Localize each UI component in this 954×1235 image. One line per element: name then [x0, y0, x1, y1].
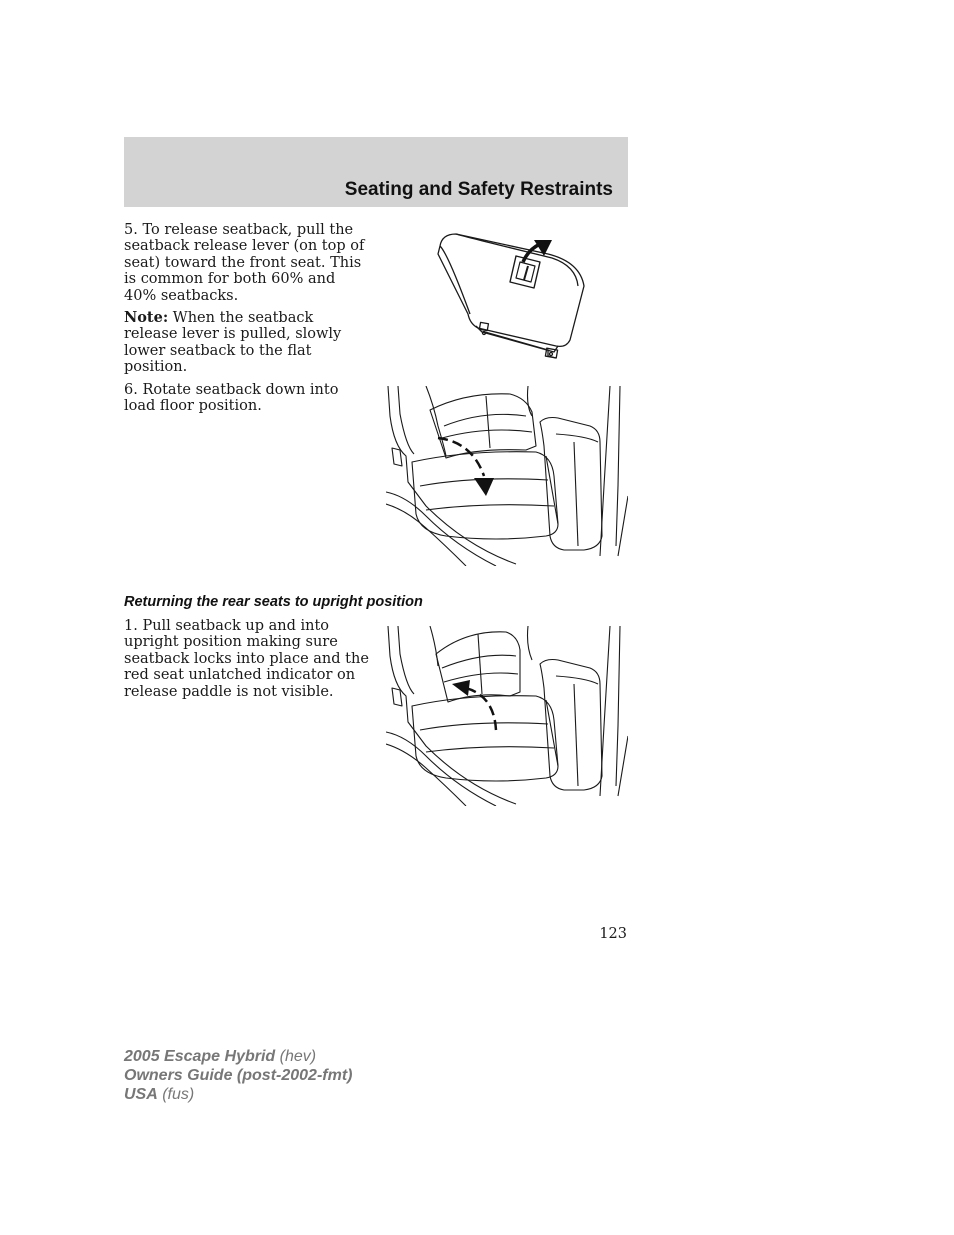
seat-fold-down-icon [386, 386, 628, 566]
returning-step-1-text: 1. Pull seatback up and into upright position making sure seatback locks into place and the red seat unlatched indicator on release paddle is not visible. [124, 618, 369, 700]
footer-line-3: USA (fus) [124, 1086, 195, 1103]
page-number: 123 [599, 926, 627, 942]
footer-line-1: 2005 Escape Hybrid (hev) [124, 1048, 317, 1065]
section-title: Seating and Safety Restraints [344, 179, 613, 200]
section-header-band [124, 137, 628, 207]
step-5-text: 5. To release seatback, pull the seatback release lever (on top of seat) toward the front seat. This is common for both 60% and 40% seatbacks. [124, 222, 365, 304]
seat-fold-up-icon [386, 626, 628, 806]
document-footer [124, 1047, 352, 1104]
note-text: When the seatback release lever is pulled, slowly lower seatback to the flat position. [124, 310, 342, 376]
note-label: Note: [124, 309, 169, 326]
footer-line-2: Owners Guide (post-2002-fmt) [124, 1067, 353, 1084]
returning-seats-heading: Returning the rear seats to upright position [124, 594, 423, 610]
note-paragraph [124, 310, 370, 376]
step-6-text: 6. Rotate seatback down into load floor position. [124, 382, 339, 415]
seatback-release-lever-icon [430, 228, 600, 363]
